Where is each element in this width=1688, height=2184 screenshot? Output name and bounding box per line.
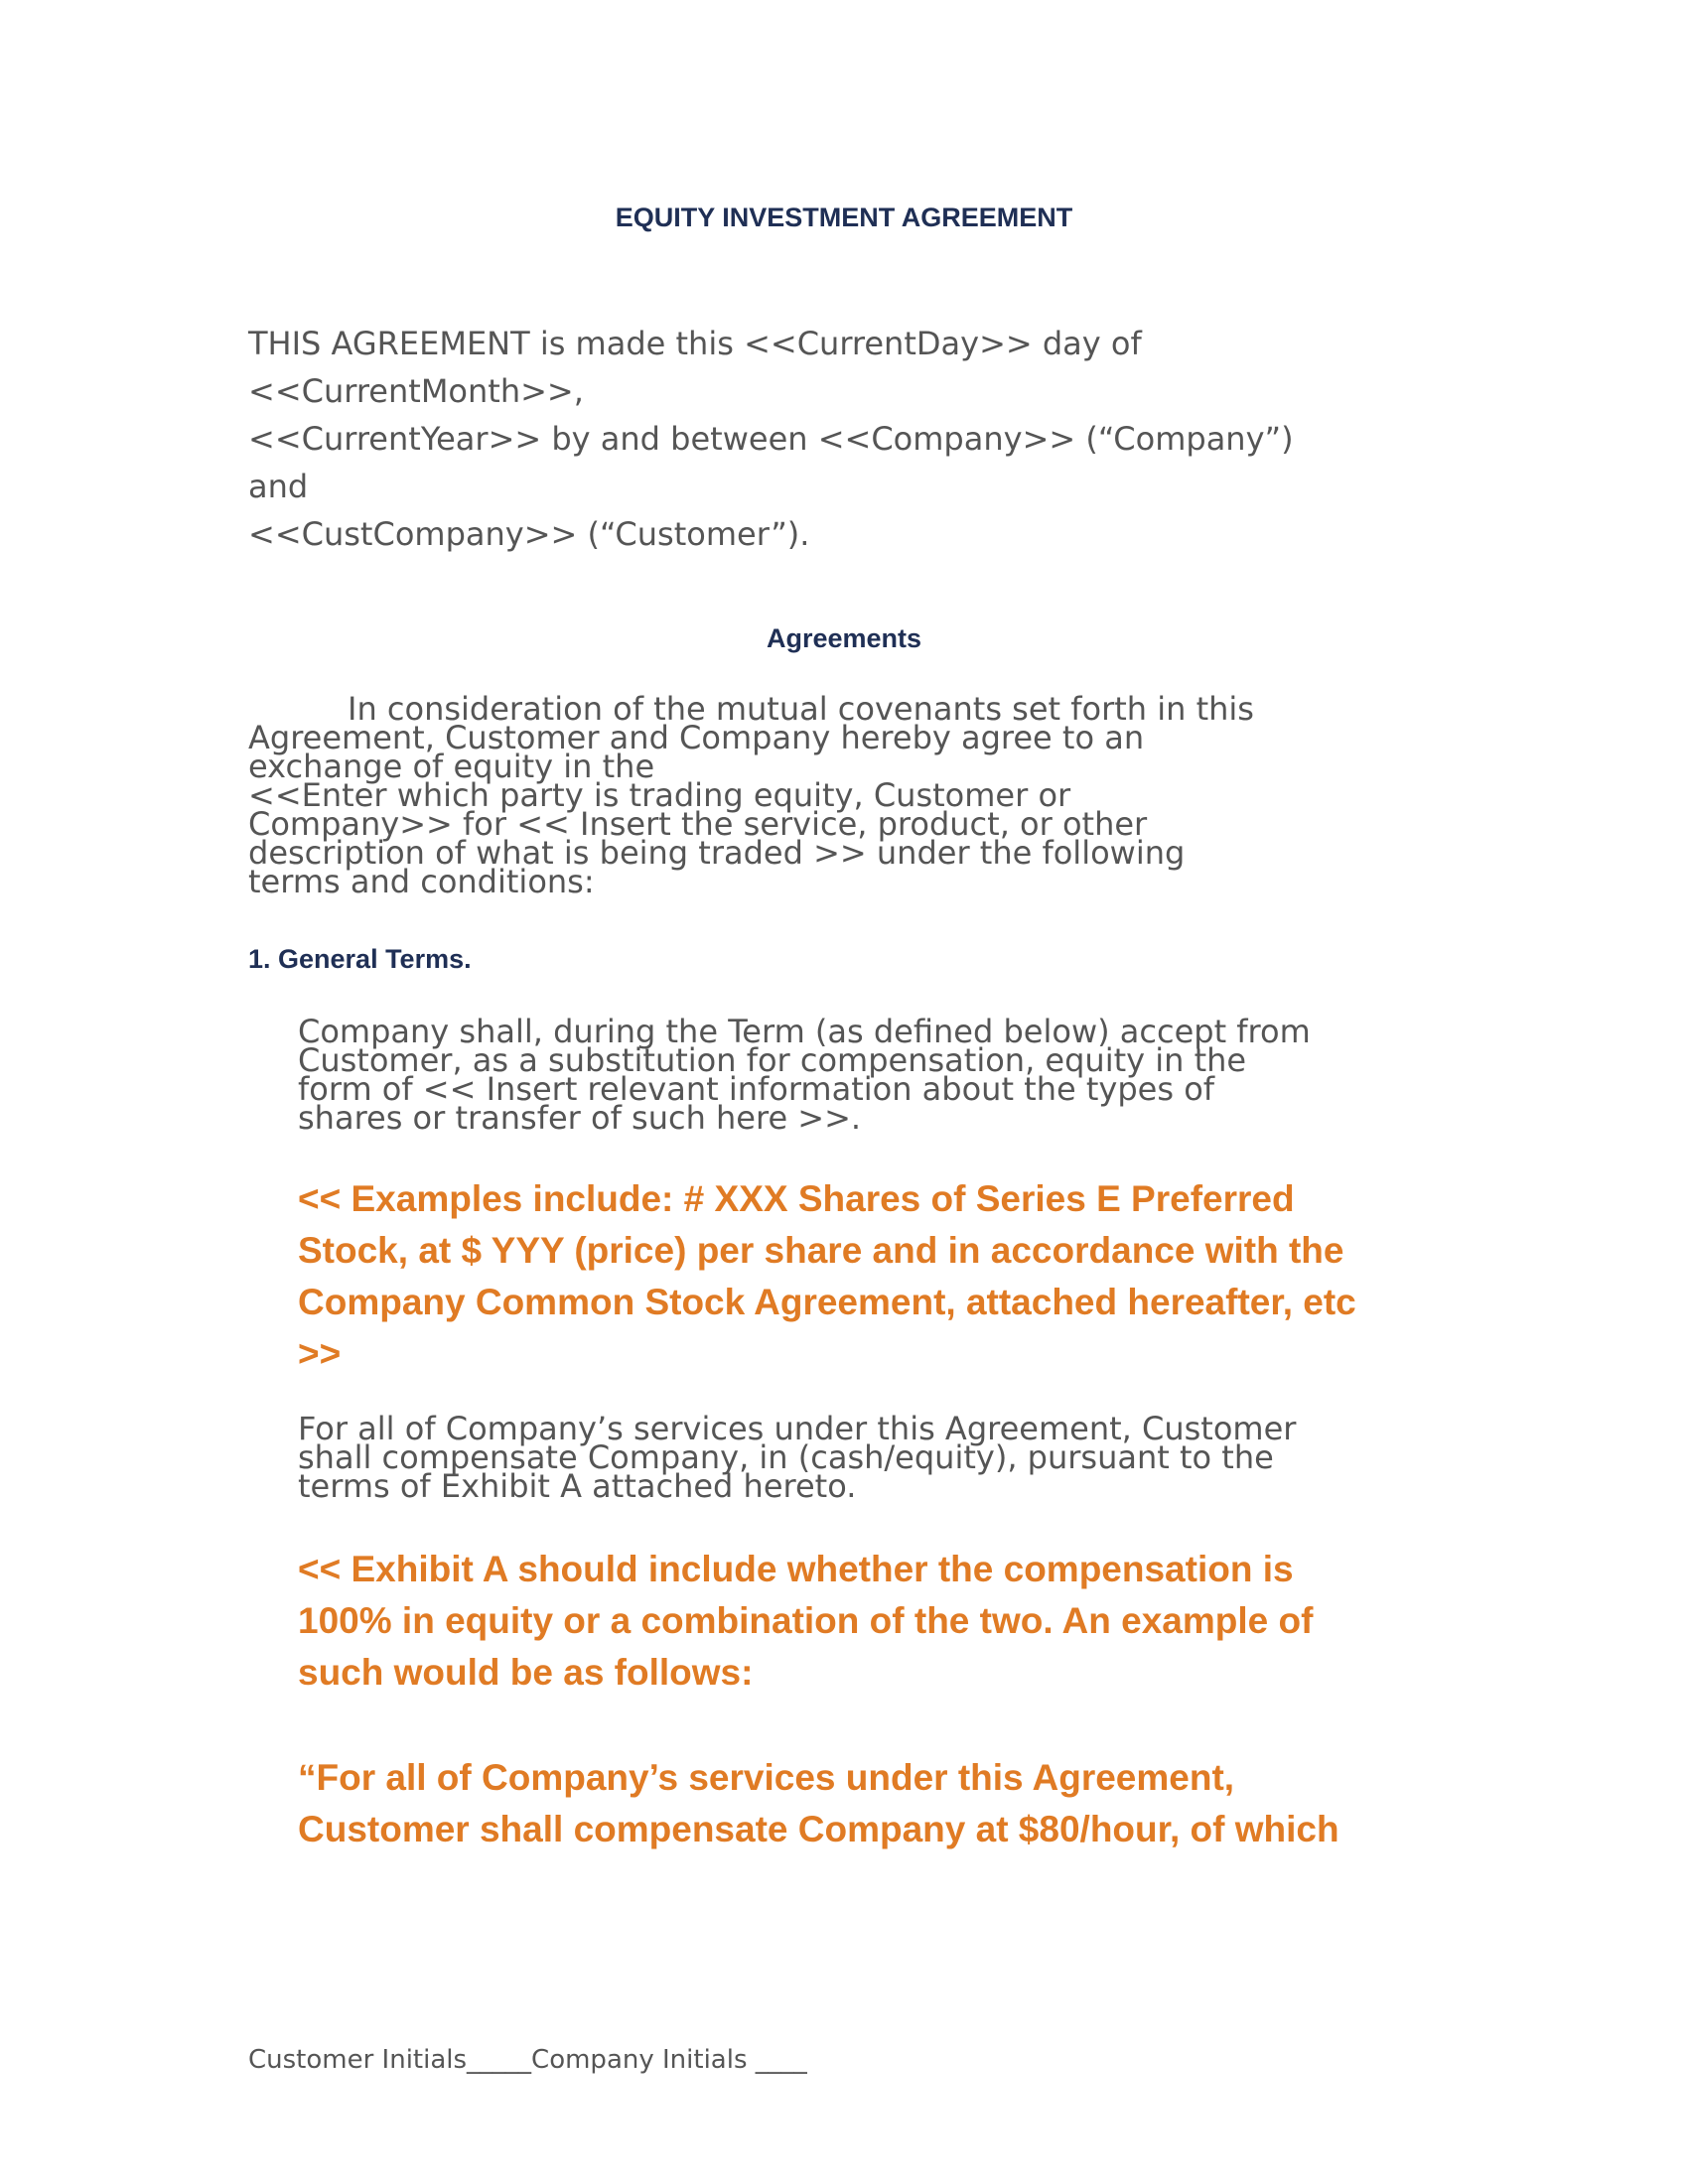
example-quote-line: Customer shall compensate Company at $80/hour, of which — [298, 1809, 1339, 1849]
examples-note-line: Company Common Stock Agreement, attached hereafter, etc — [298, 1282, 1356, 1322]
exhibit-note-line: such would be as follows: — [298, 1652, 754, 1693]
intro-line: THIS AGREEMENT is made this <<CurrentDay>> day of — [248, 325, 1142, 362]
example-quote-line: “For all of Company’s services under this Agreement, — [298, 1757, 1235, 1798]
consideration-line: exchange of equity in the — [248, 748, 655, 785]
initials-footer: Customer Initials_____Company Initials ____ — [248, 2045, 807, 2075]
general-terms-line: Customer, as a substitution for compensation, equity in the — [298, 1041, 1247, 1079]
general-terms-line: form of << Insert relevant information about the types of — [298, 1070, 1215, 1108]
general-terms-line: Company shall, during the Term (as defined below) accept from — [298, 1013, 1311, 1050]
consideration-line: terms and conditions: — [248, 863, 595, 900]
consideration-line: In consideration of the mutual covenants set forth in this — [348, 690, 1254, 728]
intro-line: <<CurrentYear>> by and between <<Company>> (“Company”) — [248, 420, 1294, 458]
exhibit-note-line: << Exhibit A should include whether the compensation is — [298, 1549, 1294, 1589]
compensation-line: For all of Company’s services under this Agreement, Customer — [298, 1410, 1297, 1447]
intro-paragraph — [248, 320, 1420, 558]
compensation-paragraph — [298, 1410, 1420, 1505]
examples-note-line: >> — [298, 1333, 342, 1374]
compensation-line: shall compensate Company, in (cash/equity), pursuant to the — [298, 1438, 1274, 1476]
examples-note — [298, 1173, 1440, 1380]
general-terms-paragraph — [298, 1013, 1420, 1137]
general-terms-line: shares or transfer of such here >>. — [298, 1099, 862, 1137]
exhibit-note-line: 100% in equity or a combination of the two. An example of — [298, 1600, 1314, 1641]
consideration-line: Agreement, Customer and Company hereby agree to an — [248, 719, 1145, 756]
exhibit-note — [298, 1544, 1440, 1699]
agreements-heading: Agreements — [766, 623, 922, 653]
intro-line: <<CurrentMonth>>, — [248, 372, 584, 410]
examples-note-line: << Examples include: # XXX Shares of Series E Preferred — [298, 1178, 1295, 1219]
general-terms-heading: 1. General Terms. — [248, 944, 472, 974]
intro-line: <<CustCompany>> (“Customer”). — [248, 515, 810, 553]
document-title: EQUITY INVESTMENT AGREEMENT — [615, 203, 1073, 232]
example-quote-note — [298, 1752, 1440, 1855]
consideration-line: description of what is being traded >> under the following — [248, 834, 1186, 872]
examples-note-line: Stock, at $ YYY (price) per share and in accordance with the — [298, 1230, 1344, 1271]
consideration-paragraph — [248, 690, 1420, 900]
intro-line: and — [248, 468, 309, 505]
consideration-line: <<Enter which party is trading equity, Customer or — [248, 776, 1071, 814]
consideration-line: Company>> for << Insert the service, product, or other — [248, 805, 1148, 843]
compensation-line: terms of Exhibit A attached hereto. — [298, 1467, 857, 1505]
